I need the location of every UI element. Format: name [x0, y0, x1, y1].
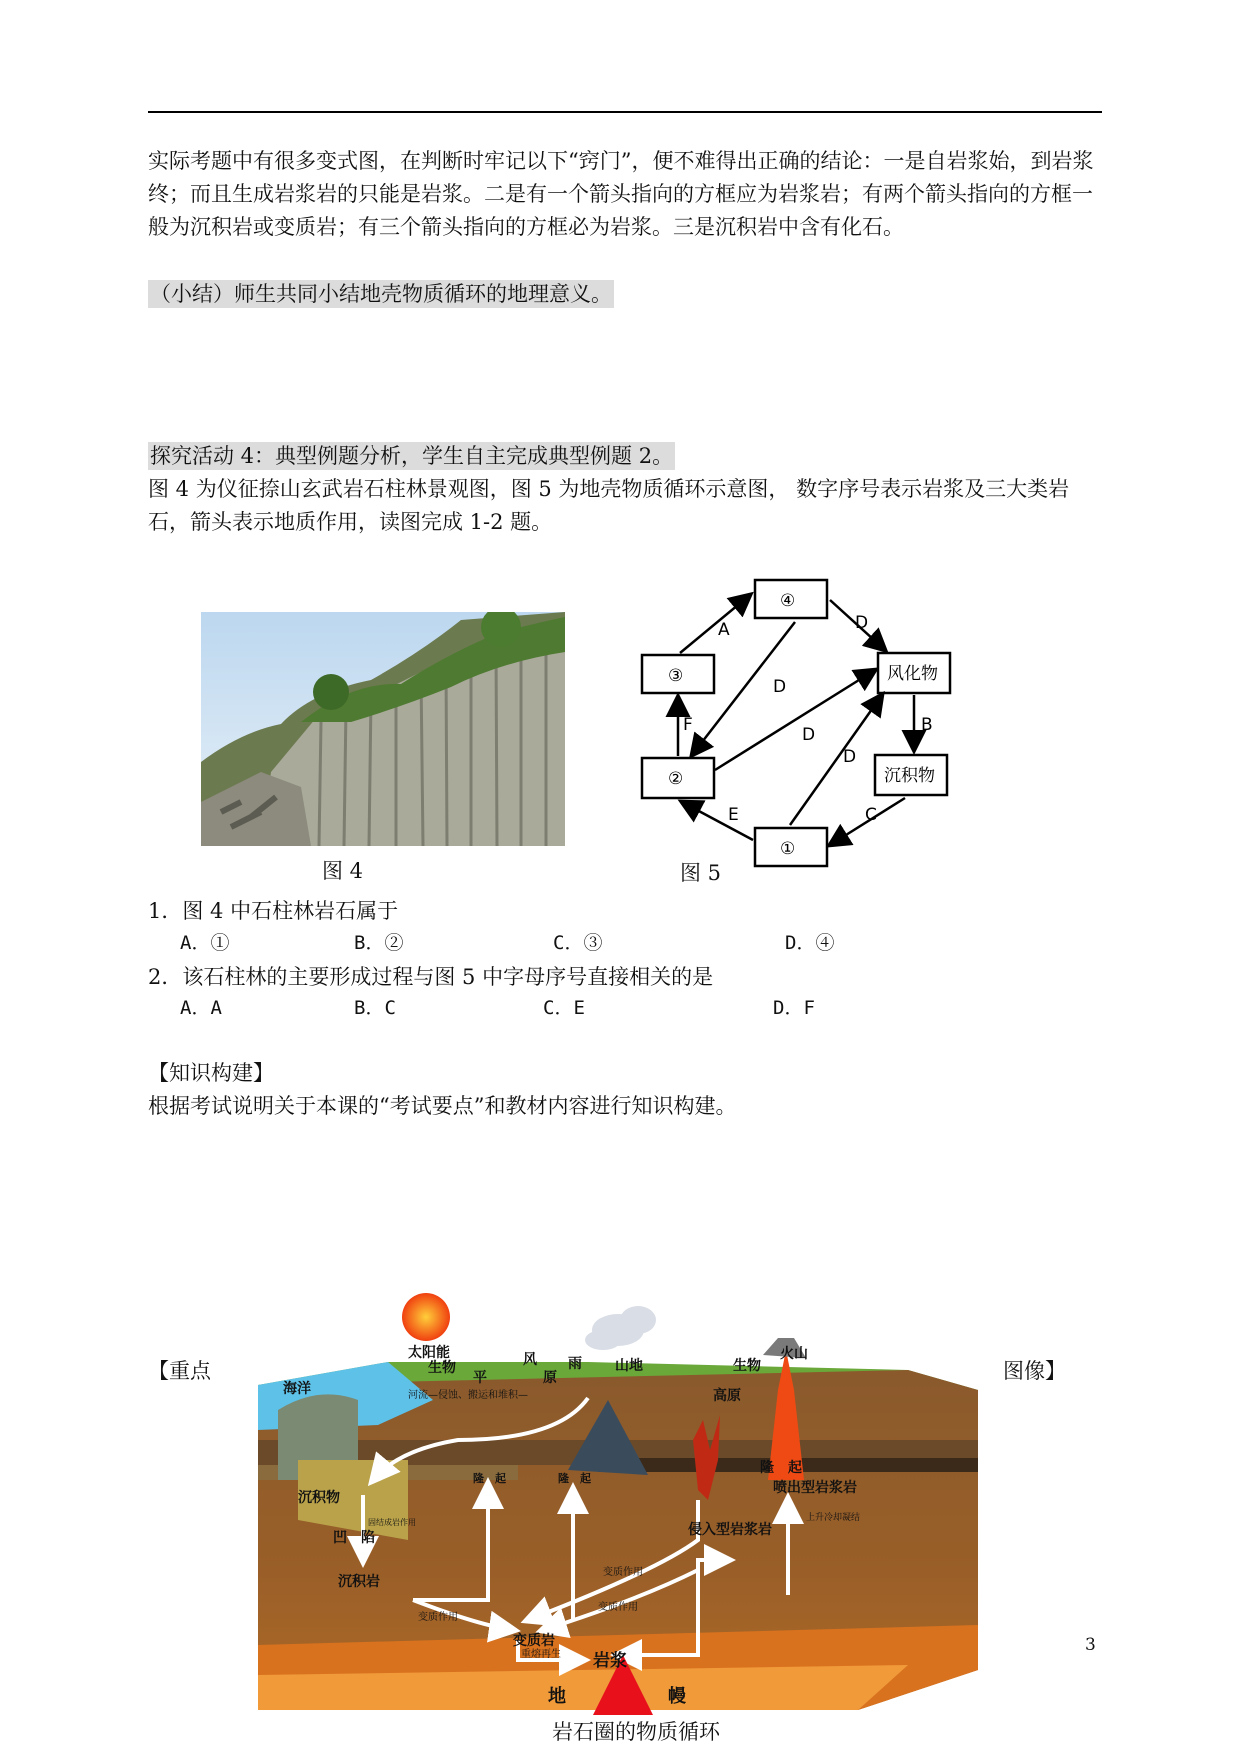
- q1-option-d: D．④: [785, 932, 835, 954]
- arrow-label-d4: D: [843, 747, 857, 767]
- label-meta1: 变质作用: [603, 1567, 643, 1578]
- header-rule: [148, 111, 1102, 113]
- q2-option-b: B．C: [354, 997, 396, 1019]
- crust-cycle-diagram: [630, 570, 970, 880]
- summary-line: （小结）师生共同小结地壳物质循环的地理意义。: [150, 282, 612, 306]
- q2-option-c: C．E: [543, 997, 585, 1019]
- box-2-label: ②: [668, 769, 684, 789]
- arrow-label-d1: D: [855, 613, 869, 633]
- label-magma: 岩浆: [593, 1651, 627, 1671]
- label-uplift2: 隆 起: [558, 1472, 591, 1485]
- label-ocean: 海洋: [283, 1381, 311, 1397]
- label-man: 幔: [668, 1686, 686, 1707]
- label-volcano: 火山: [780, 1346, 808, 1362]
- label-bio1: 生物: [428, 1360, 456, 1376]
- q1-option-a: A．①: [180, 932, 230, 954]
- knowledge-title: 【知识构建】: [148, 1061, 274, 1085]
- box-3-label: ③: [668, 666, 684, 686]
- label-highland: 高原: [713, 1388, 741, 1404]
- activity4-line: 探究活动 4：典型例题分析，学生自主完成典型例题 2。: [150, 444, 674, 468]
- label-sedimentary-rock: 沉积岩: [338, 1574, 380, 1590]
- box-weathering-label: 风化物: [887, 664, 938, 684]
- label-rain: 雨: [568, 1356, 582, 1372]
- label-meta3: 变质作用: [418, 1612, 458, 1623]
- intro-paragraph: 实际考题中有很多变式图，在判断时牢记以下“窍门”，便不难得出正确的结论：一是自岩浆始，到岩浆终；而且生成岩浆岩的只能是岩浆。二是有一个箭头指向的方框应为岩浆岩；有两个箭头指向的方框一般为沉积岩或变质岩；有三个箭头指向的方框必为岩浆。三是沉积岩中含有化石。: [148, 149, 1094, 239]
- label-extrusive: 喷出型岩浆岩: [773, 1480, 857, 1496]
- q2-option-d: D．F: [773, 997, 815, 1019]
- key-image-right: 图像】: [1003, 1359, 1066, 1383]
- fig4-caption: 图 4: [322, 859, 364, 883]
- box-sediment-label: 沉积物: [884, 766, 935, 786]
- question-2: 2．该石柱林的主要形成过程与图 5 中字母序号直接相关的是: [148, 965, 714, 989]
- arrow-label-f: F: [683, 715, 693, 735]
- q2-option-a: A．A: [180, 997, 222, 1019]
- label-bio2: 生物: [733, 1358, 761, 1374]
- sun-icon: [402, 1293, 450, 1341]
- label-sun-energy: 太阳能: [408, 1345, 450, 1361]
- arrow-label-e: E: [728, 805, 739, 825]
- label-depression: 凹 陷: [333, 1530, 375, 1546]
- label-metamorphic-rock: 变质岩: [513, 1633, 555, 1649]
- cloud-icon: [585, 1306, 656, 1350]
- rock-cycle-diagram: [258, 1290, 988, 1715]
- q1-option-b: B．②: [354, 932, 404, 954]
- question-intro: 图 4 为仪征捺山玄武岩石柱林景观图，图 5 为地壳物质循环示意图， 数字序号表示岩浆及三大类岩石，箭头表示地质作用，读图完成 1-2 题。: [148, 477, 1070, 534]
- label-meta2: 变质作用: [598, 1602, 638, 1613]
- rock-cycle-caption: 岩石圈的物质循环: [552, 1720, 720, 1744]
- fig5-caption: 图 5: [680, 861, 722, 885]
- key-image-left: 【重点: [148, 1359, 211, 1383]
- arrow-label-a: A: [718, 620, 730, 640]
- label-remelt: 重熔再生: [521, 1649, 561, 1660]
- arrow-label-c: C: [865, 805, 877, 825]
- label-consolidation: 固结成岩作用: [368, 1518, 416, 1527]
- label-uplift1: 隆 起: [473, 1472, 506, 1485]
- label-plain: 平: [473, 1370, 487, 1386]
- arrow-label-d2: D: [773, 677, 787, 697]
- label-wind: 风: [523, 1352, 537, 1368]
- arrow-label-b: B: [921, 715, 933, 735]
- page-number: 3: [1085, 1635, 1096, 1655]
- label-yuan: 原: [543, 1370, 557, 1386]
- box-4-label: ④: [780, 591, 796, 611]
- knowledge-text: 根据考试说明关于本课的“考试要点”和教材内容进行知识构建。: [148, 1094, 737, 1118]
- box-1-label: ①: [780, 839, 796, 859]
- question-1: 1．图 4 中石柱林岩石属于: [148, 899, 399, 923]
- label-sediment: 沉积物: [298, 1490, 340, 1506]
- label-uplift3: 隆 起: [760, 1460, 802, 1476]
- label-mountain: 山地: [615, 1358, 643, 1374]
- label-intrusive: 侵入型岩浆岩: [688, 1522, 772, 1538]
- label-river-process: 河流—侵蚀、搬运和堆积—: [408, 1390, 528, 1401]
- label-rise-cool: 上升冷却凝结: [806, 1513, 861, 1523]
- basalt-column-photo: [201, 612, 565, 846]
- q1-option-c: C．③: [553, 932, 603, 954]
- label-di: 地: [548, 1686, 566, 1707]
- arrow-label-d3: D: [802, 725, 816, 745]
